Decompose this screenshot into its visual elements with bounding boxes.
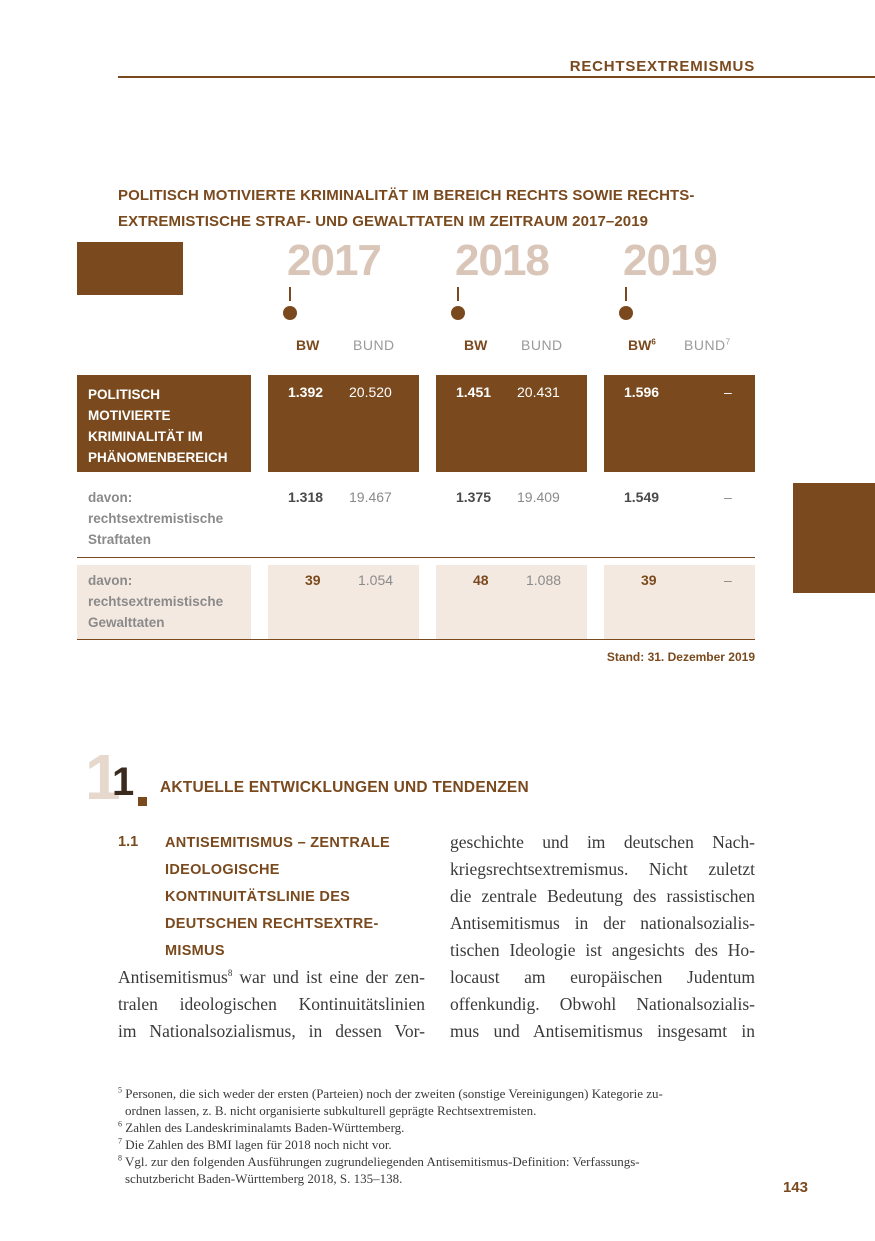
page-number: 143	[782, 1179, 808, 1196]
value-bw-2017-row3: 39	[305, 572, 321, 588]
running-head	[118, 0, 875, 78]
value-bund-2019-row1: –	[724, 384, 732, 400]
value-bund-2017-row3: 1.054	[358, 572, 394, 588]
body-line: im Nationalsozialismus, in dessen Vor-	[118, 1021, 425, 1041]
value-bund-2018-row2: 19.409	[517, 489, 560, 505]
value-bw-2018-row3: 48	[473, 572, 489, 588]
section-number-dot	[138, 797, 147, 806]
table-bottom-rule	[77, 639, 755, 640]
footnote-text: schutzbericht Baden-Württemberg 2018, S. 135–138.	[125, 1171, 403, 1186]
year-2017: 2017	[287, 236, 381, 285]
value-bw-2018-row1: 1.451	[456, 384, 492, 400]
col-bund-2018: BUND	[521, 337, 563, 353]
body-line: Antisemitismus in der nationalsozialis-	[450, 913, 755, 933]
value-bund-2017-row1: 20.520	[349, 384, 392, 400]
footnotes	[118, 1085, 758, 1187]
col-bw-2019	[628, 337, 656, 353]
value-bund-2017-row2: 19.467	[349, 489, 392, 505]
body-line: offenkundig. Obwohl Nationalsozialis-	[450, 994, 755, 1014]
footnote-6	[118, 1119, 758, 1136]
footnote-5	[118, 1085, 758, 1119]
col-bw-2018: BW	[464, 337, 488, 353]
timeline-dot-2017	[283, 306, 297, 320]
body-text: war und ist eine der zen-	[232, 967, 425, 987]
section-title: AKTUELLE ENTWICKLUNGEN UND TENDENZEN	[160, 779, 529, 796]
footnote-number: 8	[118, 1153, 122, 1163]
footnote-ref-6: 6	[651, 337, 656, 347]
body-line	[118, 964, 425, 991]
footnote-text: Die Zahlen des BMI lagen für 2018 noch nicht vor.	[125, 1137, 392, 1152]
table-corner-box	[77, 242, 183, 295]
table-row-divider	[77, 557, 755, 558]
row-label-gewalttaten: davon: rechtsextremistische Gewalttaten	[77, 565, 251, 639]
timeline-dot-2019	[619, 306, 633, 320]
running-head-title: RECHTSEXTREMISMUS	[569, 58, 755, 75]
body-column-right	[450, 829, 755, 1045]
col-bund-2019	[684, 337, 731, 353]
value-bw-2017-row1: 1.392	[288, 384, 324, 400]
footnote-number: 5	[118, 1085, 122, 1095]
body-line: geschichte und im deutschen Nach-	[450, 832, 755, 852]
value-bw-2019-row3: 39	[641, 572, 657, 588]
footnote-text: ordnen lassen, z. B. nicht organisierte subkulturell geprägte Rechtsextremisten.	[125, 1103, 537, 1118]
timeline-tick-2019	[625, 287, 627, 301]
value-bund-2018-row3: 1.088	[526, 572, 562, 588]
value-bw-2019-row1: 1.596	[624, 384, 660, 400]
subsection-title: ANTISEMITISMUS – ZENTRALE IDEOLOGISCHE KONTINUITÄTSLINIE DES DEUTSCHEN RECHTSEXTRE-MISMUS	[165, 835, 391, 959]
value-bw-2018-row2: 1.375	[456, 489, 492, 505]
footnote-text: Personen, die sich weder der ersten (Parteien) noch der zweiten (sonstige Vereinigungen) Kategorie zu-	[125, 1086, 663, 1101]
col-bund-2017: BUND	[353, 337, 395, 353]
year-2018: 2018	[455, 236, 549, 285]
year-2019: 2019	[623, 236, 717, 285]
cell-group-2017-row3	[268, 565, 419, 639]
col-bund-2019-label: BUND	[684, 337, 726, 353]
body-line: kriegsrechtsextremismus. Nicht zuletzt	[450, 859, 755, 879]
subsection-number: 1.1	[118, 834, 139, 850]
value-bw-2017-row2: 1.318	[288, 489, 324, 505]
value-bund-2019-row3: –	[724, 572, 732, 588]
body-line: tralen ideologischen Kontinuitätslinien	[118, 994, 425, 1014]
table-stand-note: Stand: 31. Dezember 2019	[606, 650, 755, 664]
footnote-7	[118, 1136, 758, 1153]
cell-group-2018-row3	[436, 565, 587, 639]
value-bund-2018-row1: 20.431	[517, 384, 560, 400]
body-line: die zentrale Bedeutung des rassistischen	[450, 886, 755, 906]
body-text: Antisemitismus	[118, 967, 228, 987]
body-line: tischen Ideologie ist angesichts des Ho-	[450, 940, 755, 960]
col-bw-2019-label: BW	[628, 337, 652, 353]
col-bw-2017: BW	[296, 337, 320, 353]
footnote-8	[118, 1153, 758, 1187]
value-bund-2019-row2: –	[724, 489, 732, 505]
footnote-ref-7: 7	[725, 337, 731, 347]
section-number: 1	[112, 760, 135, 804]
row-label-pmk-gesamt: POLITISCH MOTIVIERTE KRIMINALITÄT IM PHÄNOMENBEREICH RECHTS INSGESAMT	[77, 375, 251, 472]
timeline-tick-2018	[457, 287, 459, 301]
value-bw-2019-row2: 1.549	[624, 489, 660, 505]
chapter-side-tab	[793, 483, 875, 593]
footnote-text: Vgl. zur den folgenden Ausführungen zugrundeliegenden Antisemitismus-Definition: Verfassungs-	[125, 1154, 640, 1169]
body-column-left	[118, 964, 425, 1045]
footnote-number: 6	[118, 1119, 122, 1129]
footnote-text: Zahlen des Landeskriminalamts Baden-Württemberg.	[125, 1120, 405, 1135]
table-title-line-1: POLITISCH MOTIVIERTE KRIMINALITÄT IM BEREICH RECHTS SOWIE RECHTS-	[118, 187, 695, 204]
footnote-number: 7	[118, 1136, 122, 1146]
timeline-tick-2017	[289, 287, 291, 301]
footnote-ref-8: 8	[227, 968, 233, 979]
cell-group-2019-row3	[604, 565, 755, 639]
body-line: mus und Antisemitismus insgesamt in	[450, 1021, 755, 1041]
body-line: locaust am europäischen Judentum	[450, 967, 755, 987]
table-title	[118, 183, 758, 235]
row-label-straftaten: davon: rechtsextremistische Straftaten	[88, 490, 224, 547]
timeline-dot-2018	[451, 306, 465, 320]
section-number-shadow: 1	[85, 741, 119, 813]
table-title-line-2: EXTREMISTISCHE STRAF- UND GEWALTTATEN IM ZEITRAUM 2017–2019	[118, 213, 649, 230]
